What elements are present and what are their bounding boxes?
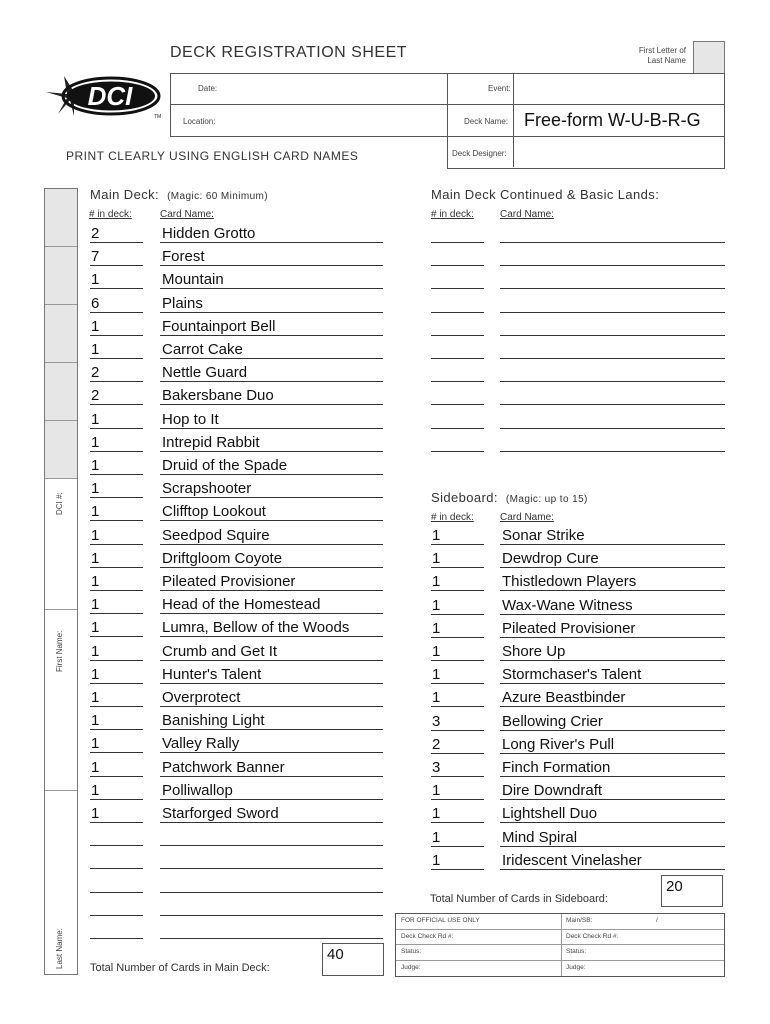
main-card-qty: 1	[91, 642, 100, 660]
card-row	[90, 591, 383, 614]
card-row	[90, 916, 383, 939]
main-card-qty: 6	[91, 294, 100, 312]
main-card-name: Overprotect	[162, 689, 241, 706]
card-row	[90, 406, 383, 429]
main-card-qty: 1	[91, 735, 100, 753]
main-card-qty: 1	[91, 689, 100, 706]
main-card-name: Starforged Sword	[162, 805, 279, 822]
main-card-qty: 1	[91, 619, 100, 637]
sheet-title: DECK REGISTRATION SHEET	[170, 44, 408, 61]
card-row	[90, 823, 383, 846]
main-card-qty: 1	[91, 526, 100, 544]
sideboard-card-qty: 3	[432, 759, 441, 776]
location-field[interactable]: Location:	[170, 104, 448, 137]
main-card-name: Clifftop Lookout	[162, 503, 266, 521]
main-card-qty: 1	[91, 665, 100, 683]
card-row	[431, 731, 725, 754]
deck-name-value: Free-form W-U-B-R-G	[524, 110, 701, 130]
sideboard-card-name: Dire Downdraft	[502, 782, 603, 800]
card-row	[90, 290, 383, 313]
card-row	[90, 638, 383, 661]
card-row	[90, 266, 383, 289]
card-row	[431, 684, 725, 707]
dci-number-field[interactable]	[45, 479, 77, 610]
main-card-name-field[interactable]	[160, 938, 383, 939]
date-field[interactable]: Date:	[170, 73, 448, 105]
event-field[interactable]: Event:	[447, 73, 725, 105]
svg-text:DCI: DCI	[87, 81, 133, 111]
card-row	[90, 614, 383, 637]
main-card-name: Forest	[162, 248, 205, 266]
main-card-name: Lumra, Bellow of the Woods	[162, 619, 350, 637]
main-card-name: Patchwork Banner	[162, 758, 285, 776]
main-card-name: Nettle Guard	[162, 364, 248, 382]
main-card-name: Hidden Grotto	[162, 225, 256, 242]
sidebar-shaded-cell	[45, 189, 77, 247]
sideboard-qty-header: # in deck:	[431, 512, 474, 523]
sideboard-card-qty: 1	[432, 619, 441, 637]
card-row	[431, 615, 725, 638]
card-row	[90, 893, 383, 916]
sideboard-card-name: Finch Formation	[502, 759, 611, 776]
first-name-label: First Name:	[55, 630, 64, 672]
card-row	[431, 777, 725, 800]
card-row	[431, 708, 725, 731]
card-row	[431, 545, 725, 568]
main-card-name: Crumb and Get It	[162, 642, 278, 660]
deck-name-field[interactable]: Deck Name: Free-form W-U-B-R-G	[447, 104, 725, 137]
main-card-qty: 2	[91, 387, 100, 405]
deck-check-rd-label-1: Deck Check Rd #:	[401, 933, 454, 940]
sideboard-card-name: Stormchaser's Talent	[502, 666, 642, 684]
card-row	[90, 777, 383, 800]
main-deck-heading: Main Deck: (Magic: 60 Minimum)	[90, 187, 269, 202]
main-card-qty: 1	[91, 549, 100, 567]
card-row	[90, 452, 383, 475]
card-row	[90, 382, 383, 405]
card-row	[431, 266, 725, 289]
main-card-qty: 1	[91, 480, 100, 498]
main-sb-slash: /	[656, 917, 658, 924]
main-card-qty: 2	[91, 364, 100, 382]
status-label-1: Status:	[401, 948, 422, 955]
main-card-qty: 1	[91, 503, 100, 521]
card-row	[90, 545, 383, 568]
info-box-divider	[513, 73, 514, 167]
main-card-qty: 1	[91, 317, 100, 335]
main-sb-label: Main/SB:	[566, 917, 593, 924]
card-row	[90, 730, 383, 753]
official-use-box	[395, 913, 725, 977]
continued-qty-header: # in deck:	[431, 209, 474, 220]
main-card-qty-field[interactable]	[90, 938, 143, 939]
sideboard-heading: Sideboard: (Magic: up to 15)	[431, 490, 588, 505]
card-row	[90, 568, 383, 591]
main-card-qty: 2	[91, 225, 100, 242]
main-card-name: Hunter's Talent	[162, 665, 262, 683]
card-row	[431, 220, 725, 243]
card-row	[90, 684, 383, 707]
card-row	[431, 638, 725, 661]
card-row	[90, 475, 383, 498]
main-card-name: Carrot Cake	[162, 341, 243, 358]
sideboard-card-qty: 1	[432, 689, 441, 707]
sidebar-shaded-cell	[45, 421, 77, 479]
continued-card-name-field[interactable]	[500, 451, 725, 452]
main-card-name: Intrepid Rabbit	[162, 433, 260, 451]
sideboard-card-qty: 1	[432, 596, 441, 614]
sideboard-card-qty: 1	[432, 527, 441, 544]
card-row	[431, 243, 725, 266]
sideboard-card-name: Azure Beastbinder	[502, 689, 626, 707]
card-row	[431, 754, 725, 777]
card-row	[90, 522, 383, 545]
sideboard-card-qty: 2	[432, 735, 441, 753]
sideboard-card-name: Pileated Provisioner	[502, 619, 636, 637]
card-row	[90, 661, 383, 684]
status-label-2: Status:	[566, 948, 587, 955]
main-card-name: Scrapshooter	[162, 480, 252, 498]
sideboard-card-qty: 1	[432, 643, 441, 660]
main-card-qty: 1	[91, 805, 100, 822]
main-card-qty: 1	[91, 781, 100, 799]
card-row	[431, 382, 725, 405]
card-row	[90, 800, 383, 823]
sideboard-card-qty: 3	[432, 712, 441, 730]
continued-name-header: Card Name:	[500, 209, 554, 220]
sidebar-shaded-cell	[45, 305, 77, 363]
card-row	[431, 359, 725, 382]
last-name-field[interactable]	[45, 791, 77, 974]
sideboard-card-name: Thistledown Players	[502, 573, 637, 591]
sideboard-card-name: Iridescent Vinelasher	[502, 851, 642, 869]
card-row	[90, 707, 383, 730]
deck-check-rd-label-2: Deck Check Rd #:	[566, 933, 619, 940]
card-row	[431, 313, 725, 336]
sideboard-card-name-field[interactable]	[500, 869, 725, 870]
first-letter-label: First Letter of Last Name	[638, 46, 686, 65]
main-card-name: Head of the Homestead	[162, 596, 321, 614]
card-row	[431, 592, 725, 615]
main-name-header: Card Name:	[160, 209, 214, 220]
main-card-qty: 1	[91, 341, 100, 358]
main-card-name: Mountain	[162, 271, 224, 289]
card-row	[431, 336, 725, 359]
sideboard-card-qty-field[interactable]	[431, 869, 484, 870]
card-row	[431, 522, 725, 545]
sideboard-card-qty: 1	[432, 805, 441, 823]
first-name-field[interactable]	[45, 610, 77, 791]
sideboard-card-qty: 1	[432, 550, 441, 568]
sideboard-card-qty: 1	[432, 666, 441, 684]
sideboard-card-qty: 1	[432, 573, 441, 591]
main-card-name: Seedpod Squire	[162, 526, 270, 544]
card-row	[431, 661, 725, 684]
sideboard-card-name: Bellowing Crier	[502, 712, 603, 730]
main-card-qty: 1	[91, 433, 100, 451]
sideboard-total-label: Total Number of Cards in Sideboard:	[430, 893, 608, 905]
main-card-name: Pileated Provisioner	[162, 573, 296, 590]
main-card-qty: 1	[91, 271, 100, 289]
card-row	[90, 359, 383, 382]
official-use-label: FOR OFFICIAL USE ONLY	[401, 917, 480, 924]
card-row	[431, 290, 725, 313]
main-total-label: Total Number of Cards in Main Deck:	[90, 962, 270, 974]
main-continued-heading: Main Deck Continued & Basic Lands:	[431, 187, 660, 202]
sideboard-card-name: Mind Spiral	[502, 828, 578, 846]
card-row	[431, 824, 725, 847]
sidebar-shaded-cell	[45, 247, 77, 305]
sideboard-card-name: Wax-Wane Witness	[502, 596, 633, 614]
sideboard-card-name: Dewdrop Cure	[502, 550, 599, 568]
sidebar-shaded-cell	[45, 363, 77, 421]
main-total-field[interactable]: 40	[322, 943, 384, 976]
main-card-qty: 1	[91, 758, 100, 776]
main-card-name: Bakersbane Duo	[162, 387, 274, 405]
sideboard-card-qty: 1	[432, 828, 441, 846]
card-row	[90, 336, 383, 359]
card-row	[90, 498, 383, 521]
main-card-qty: 1	[91, 410, 100, 428]
print-clearly-instruction: PRINT CLEARLY USING ENGLISH CARD NAMES	[66, 149, 359, 163]
main-card-name: Banishing Light	[162, 712, 265, 730]
sideboard-card-name: Lightshell Duo	[502, 805, 598, 823]
sideboard-card-qty: 1	[432, 782, 441, 800]
main-card-name: Hop to It	[162, 410, 219, 428]
main-card-qty: 1	[91, 712, 100, 730]
card-row	[431, 568, 725, 591]
sideboard-card-name: Long River's Pull	[502, 735, 615, 753]
main-card-qty: 7	[91, 248, 100, 266]
deck-designer-field[interactable]: Deck Designer:	[447, 136, 725, 169]
first-letter-input[interactable]	[693, 41, 725, 75]
sideboard-total-field[interactable]: 20	[661, 875, 723, 907]
main-card-name: Druid of the Spade	[162, 457, 288, 474]
dci-number-label: DCI #:	[55, 492, 64, 515]
dci-logo	[36, 68, 162, 124]
main-card-name: Driftgloom Coyote	[162, 549, 283, 567]
card-row	[90, 870, 383, 893]
main-card-qty: 1	[91, 573, 100, 590]
card-row	[431, 847, 725, 870]
card-row	[90, 754, 383, 777]
sideboard-name-header: Card Name:	[500, 512, 554, 523]
continued-card-qty-field[interactable]	[431, 451, 484, 452]
card-row	[431, 429, 725, 452]
sideboard-card-name: Shore Up	[502, 643, 566, 660]
card-row	[90, 220, 383, 243]
sideboard-card-qty: 1	[432, 851, 441, 869]
card-row	[90, 429, 383, 452]
sideboard-card-name: Sonar Strike	[502, 527, 585, 544]
main-qty-header: # in deck:	[89, 209, 132, 220]
judge-label-1: Judge:	[401, 964, 421, 971]
judge-label-2: Judge:	[566, 964, 586, 971]
main-card-name: Valley Rally	[162, 735, 240, 753]
main-card-qty: 1	[91, 457, 100, 474]
main-card-name: Fountainport Bell	[162, 317, 276, 335]
card-row	[90, 846, 383, 869]
card-row	[90, 313, 383, 336]
card-row	[431, 800, 725, 823]
last-name-label: Last Name:	[55, 928, 64, 969]
main-card-name: Polliwallop	[162, 781, 233, 799]
svg-text:TM: TM	[154, 114, 162, 120]
main-card-qty: 1	[91, 596, 100, 614]
main-card-name: Plains	[162, 294, 203, 312]
player-sidebar	[44, 188, 78, 975]
card-row	[90, 243, 383, 266]
card-row	[431, 406, 725, 429]
